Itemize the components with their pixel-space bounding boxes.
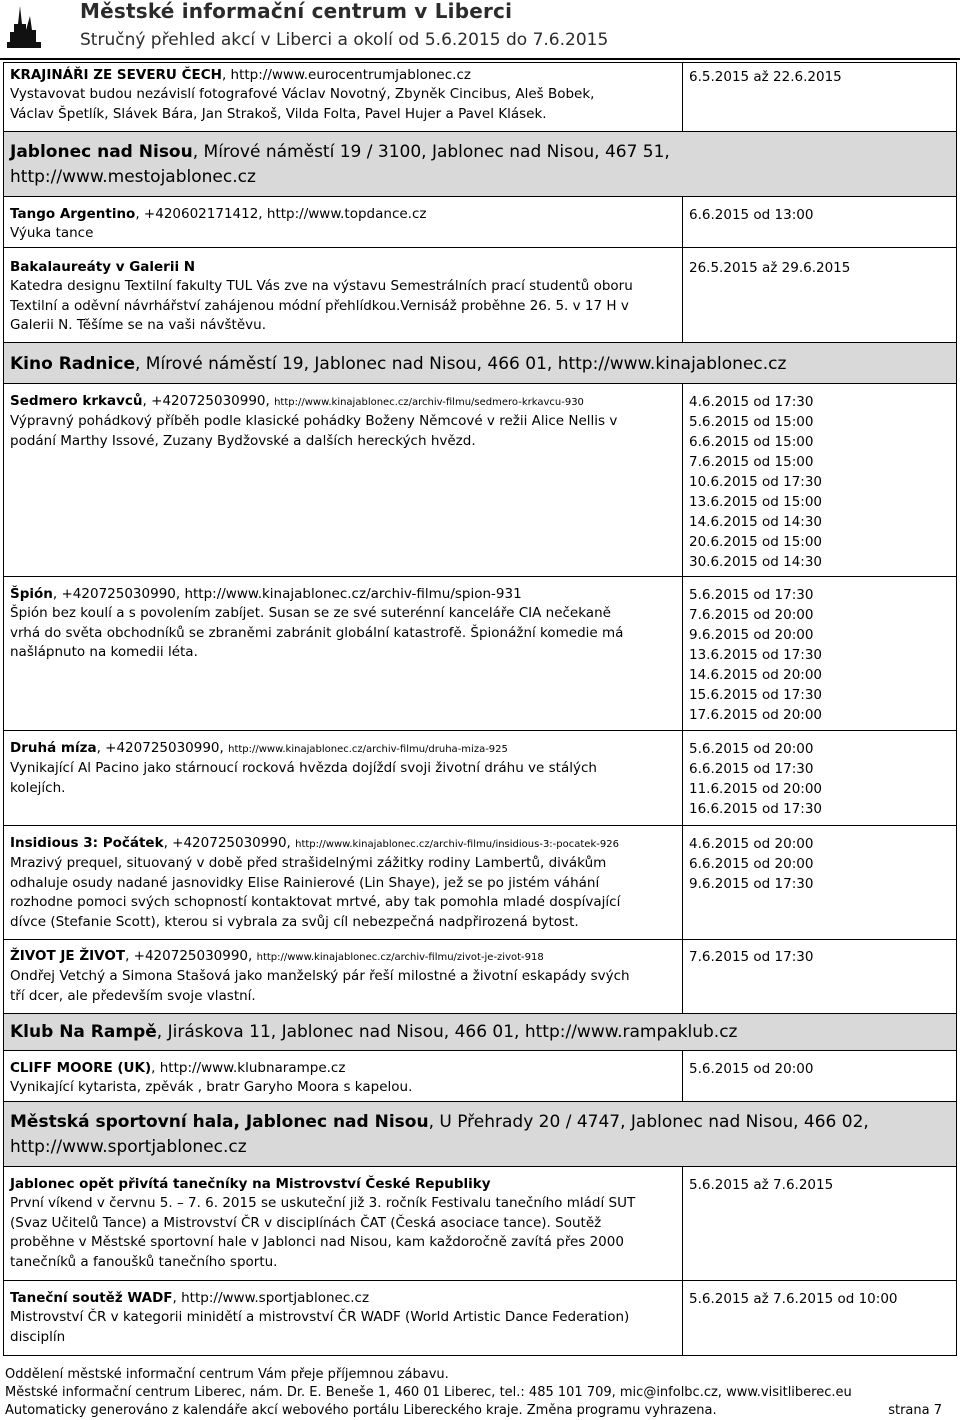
- film-date: 17.6.2015 od 20:00: [689, 707, 823, 723]
- footer-contact: Městské informační centrum Liberec, nám. Dr. E. Beneše 1, 460 01 Liberec, tel.: 485 101 709, mic@infolbc.cz, www.visitliberec.eu: [5, 1385, 852, 1400]
- event-description-line: (Svaz Učitelů Tance) a Mistrovství ČR v disciplínách ČAT (Česká asociace tance). Soutěž: [10, 1214, 602, 1231]
- film-date: 7.6.2015 od 20:00: [689, 607, 814, 623]
- film-title: Druhá míza: [10, 740, 97, 756]
- film-description-line: dívce (Stefanie Scott), kterou si vybrala za svůj cíl nebezpečná nadpřirozená bytost.: [10, 913, 579, 930]
- event-block-mistrovstvi: [3, 1166, 957, 1281]
- film-date: 20.6.2015 od 15:00: [689, 534, 823, 550]
- film-dates: [689, 834, 813, 894]
- footer-note: Automaticky generováno z kalendáře akcí webového portálu Libereckého kraje. Změna programu vyhrazena.: [5, 1403, 717, 1418]
- film-date: 13.6.2015 od 17:30: [689, 647, 823, 663]
- event-block-cliff-moore: [3, 1050, 957, 1102]
- film-url[interactable]: http://www.kinajablonec.cz/archiv-filmu/spion-931: [184, 586, 522, 602]
- film-url[interactable]: http://www.kinajablonec.cz/archiv-filmu/sedmero-krkavcu-930: [274, 397, 584, 408]
- event-description-line: Galerii N. Těšíme se na vaši návštěvu.: [10, 317, 266, 333]
- event-title: Taneční soutěž WADF: [10, 1290, 173, 1306]
- event-description-line: Mistrovství ČR v kategorii minidětí a mistrovství ČR WADF (World Artistic Dance Federation): [10, 1309, 630, 1325]
- film-date: 6.6.2015 od 15:00: [689, 434, 814, 450]
- event-link[interactable]: , http://www.klubnarampe.cz: [151, 1060, 346, 1076]
- film-dates: [689, 392, 822, 572]
- event-description: Vynikající kytarista, zpěvák , bratr Garyho Moora s kapelou.: [10, 1079, 413, 1095]
- event-description-line: Václav Špetlík, Slávek Bára, Jan Strakoš, Vilda Folta, Pavel Hujer a Pavel Klásek.: [10, 105, 547, 122]
- film-date: 9.6.2015 od 20:00: [689, 627, 814, 643]
- event-date: 5.6.2015 až 7.6.2015 od 10:00: [689, 1291, 898, 1307]
- film-title: Sedmero krkavců: [10, 393, 143, 409]
- film-date: 30.6.2015 od 14:30: [689, 554, 823, 570]
- film-title: Špión: [10, 586, 53, 602]
- venue-address: , Mírové náměstí 19 / 3100, Jablonec nad Nisou, 467 51,: [192, 142, 670, 162]
- venue-name: Klub Na Rampě: [10, 1022, 157, 1042]
- event-title: Bakalaureáty v Galerii N: [10, 259, 196, 275]
- film-dates: [689, 585, 822, 725]
- film-date: 4.6.2015 od 20:00: [689, 836, 814, 852]
- film-description-line: Vynikající Al Pacino jako stárnoucí rocková hvězda dojíždí svoji životní dráhu ve stálých: [10, 760, 597, 776]
- venue-name: Městská sportovní hala, Jablonec nad Nisou: [10, 1112, 429, 1132]
- event-link[interactable]: , http://www.eurocentrumjablonec.cz: [221, 67, 471, 83]
- film-title: ŽIVOT JE ŽIVOT: [10, 948, 126, 964]
- film-description-line: Výpravný pohádkový příběh podle klasické pohádky Boženy Němcové v režii Alice Nellis v: [10, 413, 618, 429]
- event-description-line: proběhne v Městské sportovní hale v Jablonci nad Nisou, kam každoročně zavítá přes 2000: [10, 1234, 624, 1250]
- film-block: ŽIVOT JE ŽIVOT, +420725030990, http://www.kinajablonec.cz/archiv-filmu/zivot-je-zivot-918 Ondřej Vetchý a Simona Stašová jako manželský pár řeší milostné a životní eskapády svých tří dcer, ale především svoje vlastní. 7.6.2015 od 17:30: [3, 939, 957, 1014]
- film-date: 7.6.2015 od 17:30: [689, 949, 814, 965]
- film-url[interactable]: http://www.kinajablonec.cz/archiv-filmu/druha-miza-925: [228, 744, 508, 755]
- film-date: 14.6.2015 od 14:30: [689, 514, 823, 530]
- event-description-line: tanečníků a fanoušků tanečního sportu.: [10, 1253, 278, 1270]
- city-logo-icon: [4, 2, 44, 48]
- film-date: 7.6.2015 od 15:00: [689, 454, 814, 470]
- film-url[interactable]: http://www.kinajablonec.cz/archiv-filmu/zivot-je-zivot-918: [256, 952, 544, 963]
- page-number: strana 7: [888, 1403, 942, 1418]
- footer-greeting: Oddělení městské informační centrum Vám přeje příjemnou zábavu.: [5, 1367, 449, 1382]
- film-description-line: rozhodne pomoci svých schopností kontaktovat mrtvé, aby tak pomohla mladé dospívající: [10, 894, 621, 910]
- film-description-line: odhaluje osudy nadané jasnovidky Elise Rainierové (Lin Shaye), jež se po jistém váhání: [10, 874, 600, 891]
- event-description: Výuka tance: [10, 225, 94, 241]
- venue-header-klub-na-rampe: [3, 1013, 957, 1051]
- venue-name: Kino Radnice: [10, 354, 135, 374]
- event-date: 5.6.2015 od 20:00: [689, 1061, 814, 1077]
- event-title: Tango Argentino: [10, 206, 136, 222]
- event-title: Jablonec opět přivítá tanečníky na Mistrovství České Republiky: [10, 1176, 491, 1192]
- film-description-line: podání Marthy Issové, Zuzany Bydžovské a dalších hereckých hvězd.: [10, 432, 476, 449]
- venue-header-sportovni-hala: [3, 1101, 957, 1167]
- event-date: 26.5.2015 až 29.6.2015: [689, 260, 851, 276]
- event-date: 5.6.2015 až 7.6.2015: [689, 1177, 834, 1193]
- film-date: 11.6.2015 od 20:00: [689, 781, 823, 797]
- film-title: Insidious 3: Počátek: [10, 835, 164, 851]
- event-date: 6.6.2015 od 13:00: [689, 207, 814, 223]
- event-description-line: Katedra designu Textilní fakulty TUL Vás zve na výstavu Semestrálních prací studentů oboru: [10, 278, 633, 294]
- header-divider: [0, 58, 960, 60]
- film-block: Druhá míza, +420725030990, http://www.kinajablonec.cz/archiv-filmu/druha-miza-925 Vynikající Al Pacino jako stárnoucí rocková hvězda dojíždí svoji životní dráhu ve stálých kolejích. 5.6.2015 od 20:00 6.6.2015 od 17:30 11.6.2015 od 20:00 16.6.2015 od 17:30: [3, 730, 957, 826]
- venue-header-kino-radnice: [3, 342, 957, 384]
- film-date: 5.6.2015 od 15:00: [689, 414, 814, 430]
- film-description-line: vrhá do světa obchodníků se zbraněmi zabránit globální katastrofě. Špionážní komedie má: [10, 624, 624, 641]
- film-description-line: Ondřej Vetchý a Simona Stašová jako manželský pár řeší milostné a životní eskapády svých: [10, 968, 630, 984]
- film-date: 6.6.2015 od 20:00: [689, 856, 814, 872]
- film-block: Sedmero krkavců, +420725030990, http://www.kinajablonec.cz/archiv-filmu/sedmero-krkavcu-930 Výpravný pohádkový příběh podle klasické pohádky Boženy Němcové v režii Alice Nellis v podání Marthy Issové, Zuzany Bydžovské a dalších hereckých hvězd. 4.6.2015 od 17:30 5.6.2015 od 15:00 6.6.2015 od 15:00 7.6.2015 od 15:00 10.6.2015 od 17:30 13.6.2015 od 15:00 14.6.2015 od 14:30 20.6.2015 od 15:00 30.6.2015 od 14:30: [3, 383, 957, 577]
- film-date: 9.6.2015 od 17:30: [689, 876, 814, 892]
- film-url[interactable]: http://www.kinajablonec.cz/archiv-filmu/insidious-3:-pocatek-926: [295, 839, 619, 850]
- event-description-line: Textilní a oděvní návrhářství zahájenou módní přehlídkou.Vernisáž proběhne 26. 5. v 17 H v: [10, 297, 629, 314]
- film-description-line: našlápnuto na komedii léta.: [10, 644, 198, 660]
- venue-url[interactable]: http://www.sportjablonec.cz: [10, 1137, 247, 1157]
- event-block-tango: [3, 196, 957, 248]
- film-date: 5.6.2015 od 20:00: [689, 741, 814, 757]
- event-description-line: Vystavovat budou nezávislí fotografové Václav Novotný, Zbyněk Cincibus, Aleš Bobek,: [10, 86, 595, 102]
- film-description-line: tří dcer, ale především svoje vlastní.: [10, 987, 256, 1004]
- page-title: Městské informační centrum v Liberci: [80, 0, 513, 23]
- venue-address: , Jiráskova 11, Jablonec nad Nisou, 466 01, http://www.rampaklub.cz: [156, 1022, 738, 1042]
- film-date: 10.6.2015 od 17:30: [689, 474, 823, 490]
- film-block: Insidious 3: Počátek, +420725030990, http://www.kinajablonec.cz/archiv-filmu/insidious-3:-pocatek-926 Mrazivý prequel, situovaný v době před strašidelnými zážitky rodiny Lambertů, divákům odhaluje osudy nadané jasnovidky Elise Rainierové (Lin Shaye), jež se po jistém váhání rozhodne pomoci svých schopností kontaktovat mrtvé, aby tak pomohla mladé dospívající dívce (Stefanie Scott), kterou si vybrala za svůj cíl nebezpečná nadpřirozená bytost. 4.6.2015 od 20:00 6.6.2015 od 20:00 9.6.2015 od 17:30: [3, 825, 957, 940]
- event-title: KRAJINÁŘI ZE SEVERU ČECH: [10, 67, 222, 83]
- event-date: 6.5.2015 až 22.6.2015: [689, 69, 842, 85]
- event-title: CLIFF MOORE (UK): [10, 1060, 152, 1076]
- event-description-line: disciplín: [10, 1328, 66, 1345]
- venue-header-jablonec: [3, 131, 957, 197]
- film-description-line: kolejích.: [10, 779, 66, 796]
- event-link[interactable]: , http://www.sportjablonec.cz: [172, 1290, 370, 1306]
- film-description-line: Mrazivý prequel, situovaný v době před strašidelnými zážitky rodiny Lambertů, divákům: [10, 855, 607, 871]
- venue-name: Jablonec nad Nisou: [10, 142, 193, 162]
- film-date: 15.6.2015 od 17:30: [689, 687, 823, 703]
- event-contact[interactable]: , +420602171412, http://www.topdance.cz: [135, 206, 427, 222]
- event-description-line: První víkend v červnu 5. – 7. 6. 2015 se uskuteční již 3. ročník Festivalu tanečního mládí SUT: [10, 1195, 636, 1211]
- venue-url[interactable]: http://www.mestojablonec.cz: [10, 167, 256, 187]
- film-date: 13.6.2015 od 15:00: [689, 494, 823, 510]
- venue-address: , Mírové náměstí 19, Jablonec nad Nisou, 466 01, http://www.kinajablonec.cz: [134, 354, 787, 374]
- event-block-wadf: [3, 1280, 957, 1356]
- film-description-line: Špión bez koulí a s povolením zabíjet. Susan se ze své suterénní kanceláře CIA nečekaně: [10, 605, 611, 621]
- film-date: 6.6.2015 od 17:30: [689, 761, 814, 777]
- event-block-bakalaureaty: [3, 247, 957, 343]
- film-block: Špión, +420725030990, http://www.kinajablonec.cz/archiv-filmu/spion-931 Špión bez koulí a s povolením zabíjet. Susan se ze své suterénní kanceláře CIA nečekaně vrhá do světa obchodníků se zbraněmi zabránit globální katastrofě. Špionážní komedie má našlápnuto na komedii léta. 5.6.2015 od 17:30 7.6.2015 od 20:00 9.6.2015 od 20:00 13.6.2015 od 17:30 14.6.2015 od 20:00 15.6.2015 od 17:30 17.6.2015 od 20:00: [3, 576, 957, 731]
- film-date: 16.6.2015 od 17:30: [689, 801, 823, 817]
- venue-address: , U Přehrady 20 / 4747, Jablonec nad Nisou, 466 02,: [428, 1112, 869, 1132]
- page-subtitle: Stručný přehled akcí v Liberci a okolí od 5.6.2015 do 7.6.2015: [80, 30, 609, 50]
- event-block-krajinari: [3, 62, 957, 132]
- film-date: 14.6.2015 od 20:00: [689, 667, 823, 683]
- film-dates: [689, 739, 822, 819]
- film-date: 5.6.2015 od 17:30: [689, 587, 814, 603]
- film-date: 4.6.2015 od 17:30: [689, 394, 814, 410]
